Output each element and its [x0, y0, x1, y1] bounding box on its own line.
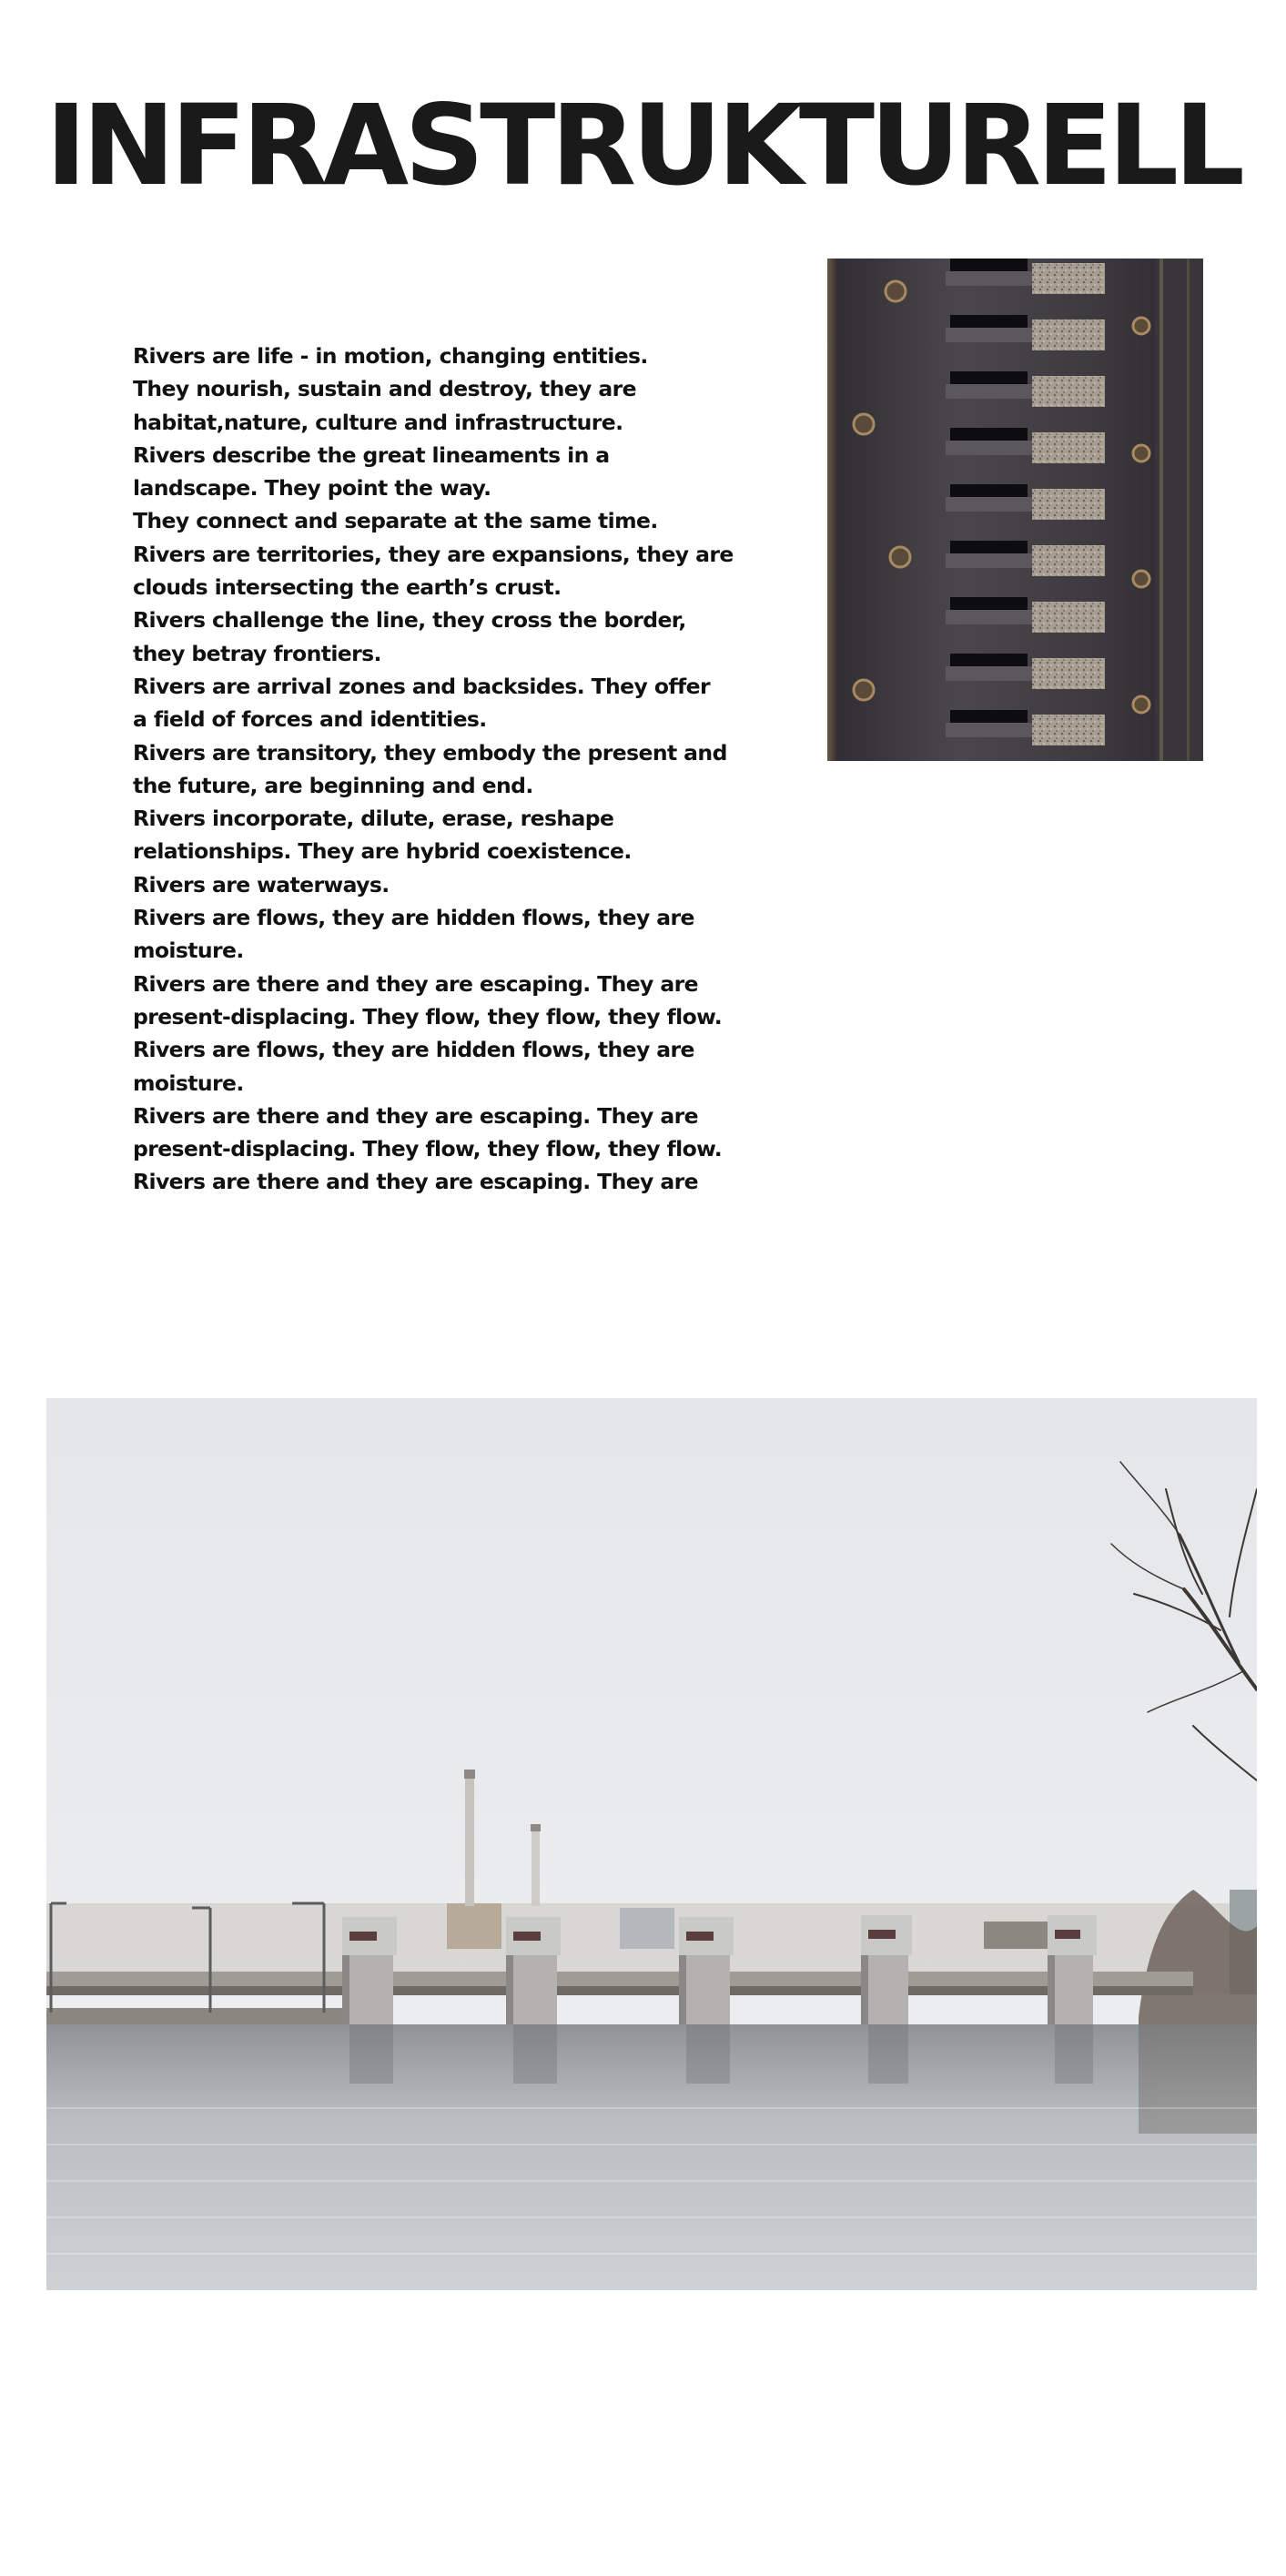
text-line: they betray frontiers. [133, 640, 381, 666]
text-line: Rivers are flows, they are hidden flows, they are [133, 905, 694, 931]
text-line: moisture. [133, 1070, 244, 1096]
text-line: Rivers are flows, they are hidden flows, they are [133, 1037, 694, 1063]
joint-teeth [946, 259, 1105, 745]
text-line: Rivers are life - in motion, changing entities. [133, 343, 648, 369]
text-line: the future, are beginning and end. [133, 772, 533, 798]
river-text-block [133, 340, 734, 1199]
text-line: landscape. They point the way. [133, 475, 491, 502]
text-line: habitat,nature, culture and infrastructure. [133, 409, 623, 435]
text-line: Rivers are arrival zones and backsides. They offer [133, 673, 710, 699]
text-line: moisture. [133, 938, 244, 964]
text-line: a field of forces and identities. [133, 706, 487, 733]
text-line: Rivers are territories, they are expansions, they are [133, 541, 734, 567]
text-line: present-displacing. They flow, they flow, they flow. [133, 1136, 723, 1162]
text-line: present-displacing. They flow, they flow, they flow. [133, 1003, 723, 1029]
text-line: relationships. They are hybrid coexistence. [133, 838, 632, 865]
text-line: clouds intersecting the earth’s crust. [133, 574, 562, 601]
text-line: Rivers are there and they are escaping. They are [133, 1102, 698, 1129]
text-line: Rivers describe the great lineaments in a [133, 441, 610, 468]
text-line: They nourish, sustain and destroy, they are [133, 376, 636, 402]
text-line: Rivers are there and they are escaping. They are [133, 1169, 698, 1195]
text-line: Rivers are there and they are escaping. They are [133, 970, 698, 997]
text-line: Rivers are transitory, they embody the present and [133, 739, 727, 766]
river-weir-illustration [46, 1398, 1257, 2290]
text-line: Rivers are waterways. [133, 871, 390, 898]
text-line: Rivers incorporate, dilute, erase, reshape [133, 806, 614, 832]
expansion-joint-photo [827, 259, 1203, 761]
expansion-joint-illustration [827, 259, 1203, 761]
page-title: INFRASTRUKTURELL [46, 81, 1240, 210]
text-line: They connect and separate at the same time. [133, 508, 658, 534]
river-weir-photo [46, 1398, 1257, 2290]
text-line: Rivers challenge the line, they cross the border, [133, 607, 686, 634]
